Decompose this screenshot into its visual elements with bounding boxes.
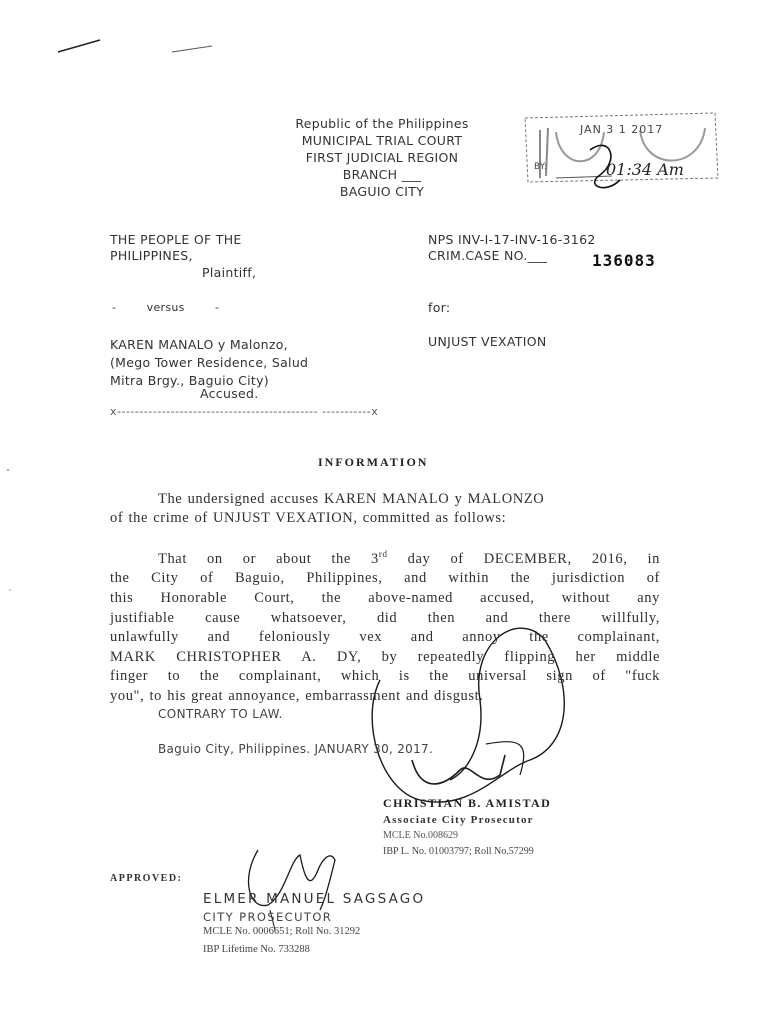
p1-line-1: The undersigned accuses KAREN MANALO y MALONZO <box>158 491 545 507</box>
document-title: INFORMATION <box>318 455 429 469</box>
header-region: FIRST JUDICIAL REGION <box>305 150 459 165</box>
stamp-date: JAN 3 1 2017 <box>580 123 664 136</box>
party-line-2: PHILIPPINES, <box>110 248 193 263</box>
approver-title: CITY PROSECUTOR <box>203 910 333 924</box>
accused-line-3: Mitra Brgy., Baguio City) <box>110 373 269 388</box>
accused-line-1: KAREN MANALO y Malonzo, <box>110 337 288 352</box>
party-line-1: THE PEOPLE OF THE <box>110 232 242 247</box>
accused-label: Accused. <box>200 386 259 401</box>
plaintiff-label: Plaintiff, <box>202 265 257 280</box>
case-numbers <box>428 232 596 264</box>
accused-line-2: (Mego Tower Residence, Salud <box>110 355 309 370</box>
party-people <box>110 232 242 264</box>
p2-line-4: justifiable cause whatsoever, did then and there willfully, <box>110 609 660 626</box>
signatory-title: Associate City Prosecutor <box>383 814 534 826</box>
p2-line-3: this Honorable Court, the above-named accused, without any <box>110 590 660 607</box>
signatory-name: CHRISTIAN B. AMISTAD <box>383 796 552 810</box>
approved-label: APPROVED: <box>110 873 183 884</box>
place-and-date: Baguio City, Philippines. JANUARY 30, 2017. <box>158 742 434 756</box>
p2-line-8: you", to his great annoyance, embarrassment and disgust. <box>110 687 484 704</box>
versus-label: - versus - <box>112 301 220 314</box>
charge-label: UNJUST VEXATION <box>428 334 547 349</box>
approver-name: ELMER MANUEL SAGSAGO <box>203 891 426 907</box>
header-court: MUNICIPAL TRIAL COURT <box>301 133 463 148</box>
crim-case-number: 136083 <box>592 251 656 270</box>
header-branch: BRANCH ___ <box>342 167 422 182</box>
p2-line-5: unlawfully and feloniously vex and annoy the complainant, <box>110 629 660 646</box>
p2-line-2: the City of Baguio, Philippines, and within the jurisdiction of <box>110 570 660 587</box>
court-header <box>262 115 502 200</box>
p2-line-6: MARK CHRISTOPHER A. DY, by repeatedly flipping her middle <box>110 648 660 665</box>
p2-line-1 <box>110 545 660 569</box>
stamp-by-label: BY: <box>534 162 548 172</box>
p2-line-1b: day of DECEMBER, 2016, in <box>387 550 661 567</box>
signatory-mcle: MCLE No.008629 <box>383 830 458 841</box>
p1-line-2: of the crime of UNJUST VEXATION, committed as follows: <box>110 510 507 526</box>
caption-separator: x--------------------------------------------- -----------x <box>110 405 379 418</box>
crim-case-label: CRIM.CASE NO.___ <box>428 248 548 263</box>
contrary-to-law: CONTRARY TO LAW. <box>158 707 283 721</box>
signatory-ibp: IBP L. No. 01003797; Roll No.57299 <box>383 846 534 857</box>
approver-mcle: MCLE No. 0006651; Roll No. 31292 <box>203 926 361 937</box>
header-city: BAGUIO CITY <box>339 184 425 199</box>
stamp-time: 01:34 Am <box>606 160 684 179</box>
for-label: for: <box>428 300 451 315</box>
p2-ordinal-suffix: rd <box>378 549 388 559</box>
p2-line-7: finger to the complainant, which is the universal sign of "fuck <box>110 668 660 685</box>
approver-ibp: IBP Lifetime No. 733288 <box>203 944 310 955</box>
accused-block <box>110 336 308 390</box>
header-republic: Republic of the Philippines <box>295 116 469 131</box>
paragraph-facts <box>110 545 660 707</box>
nps-number: NPS INV-I-17-INV-16-3162 <box>428 232 596 247</box>
p2-line-1a: That on or about the 3 <box>158 550 379 567</box>
paragraph-accusation <box>110 490 650 528</box>
